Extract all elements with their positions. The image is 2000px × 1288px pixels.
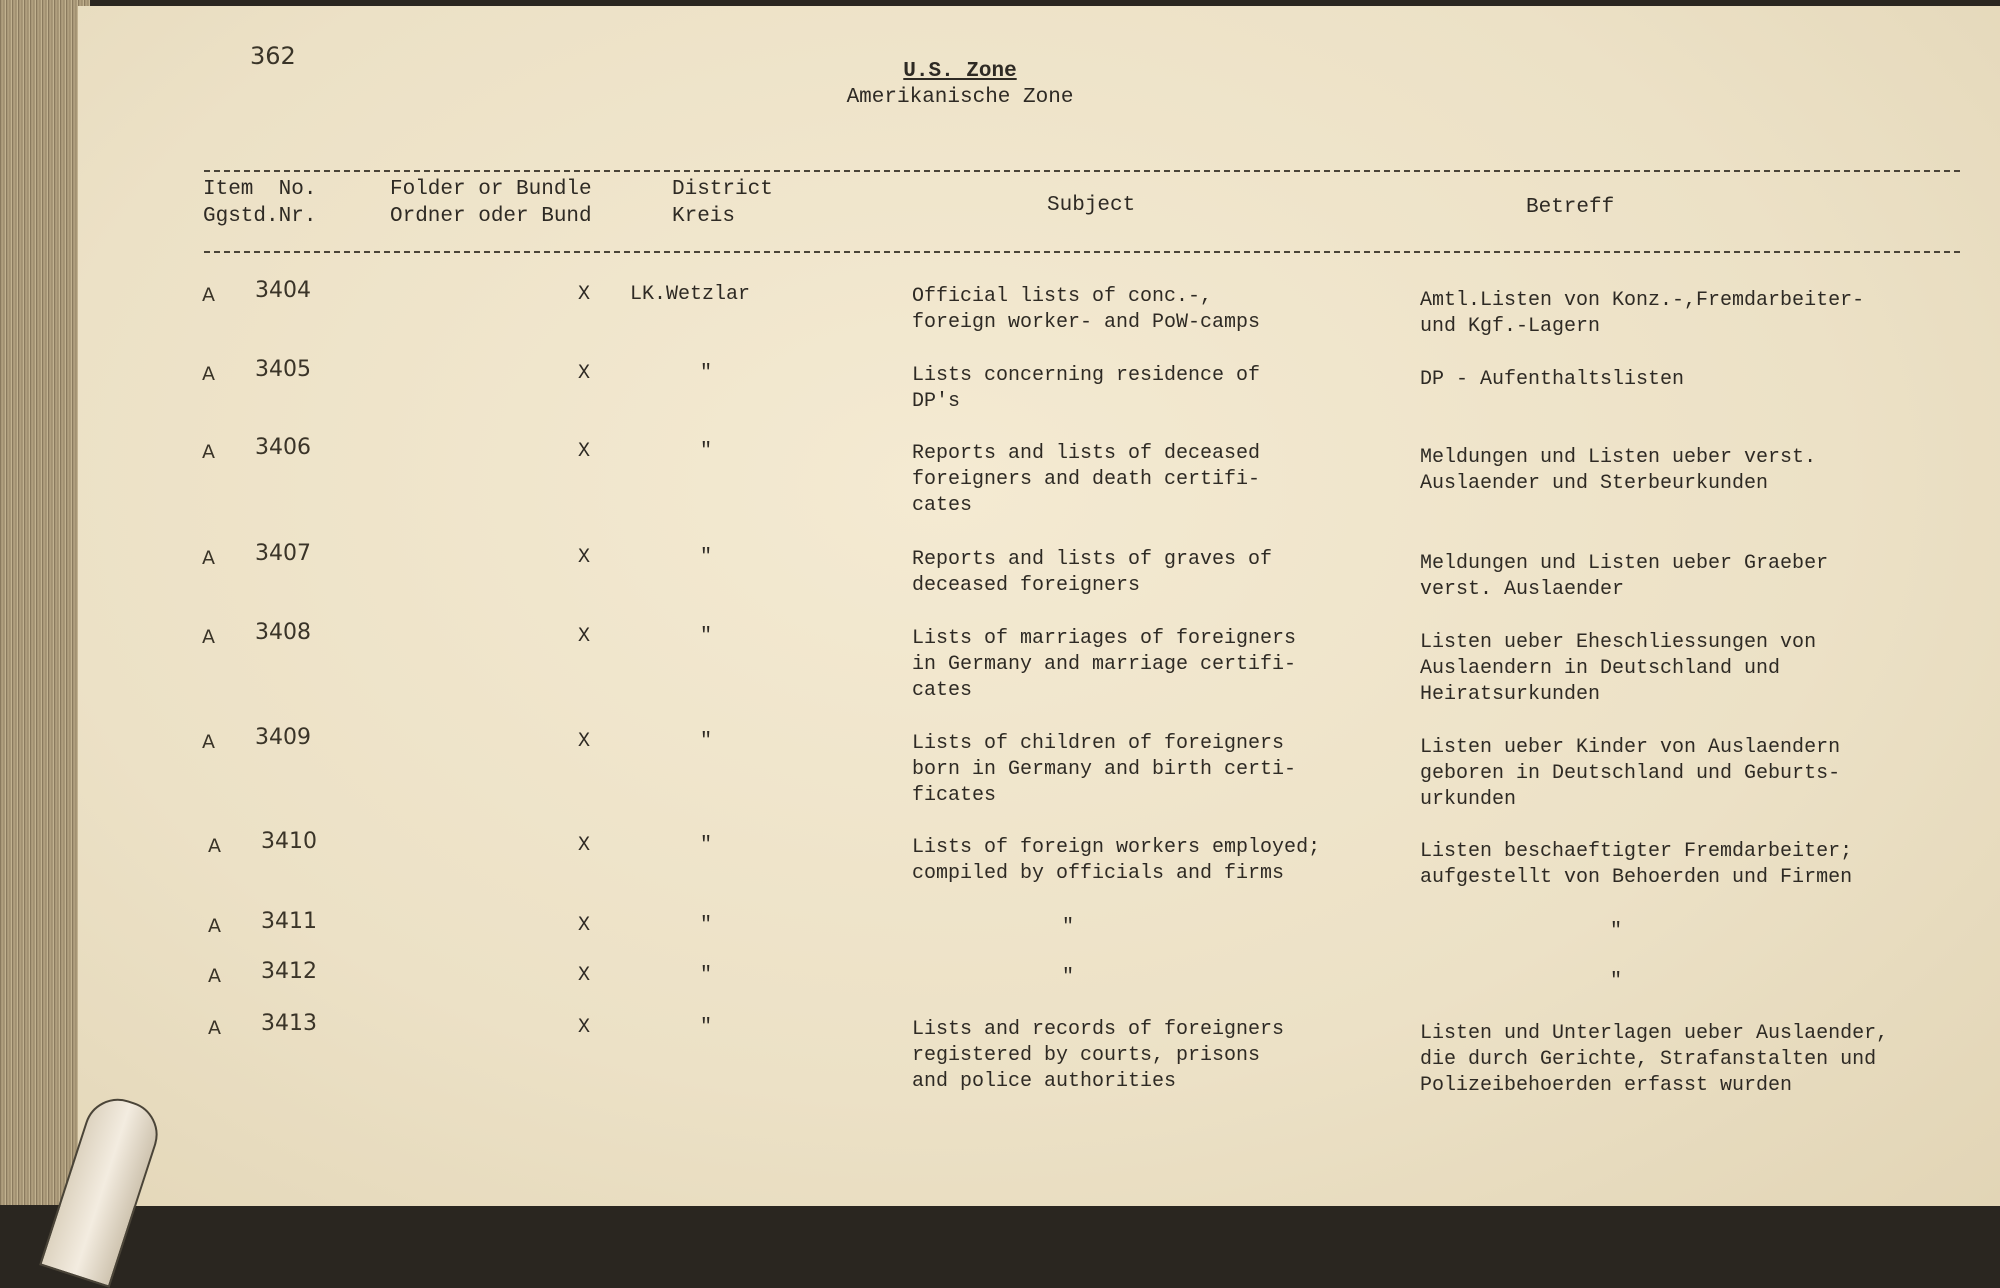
row-betreff: " xyxy=(1610,920,1623,943)
row-item-number: 3404 xyxy=(255,278,311,303)
row-letter: A xyxy=(208,965,221,987)
row-folder-mark: X xyxy=(578,362,591,385)
header-rule-top xyxy=(204,170,1960,172)
row-letter: A xyxy=(202,626,215,648)
row-item-number: 3407 xyxy=(255,541,311,566)
row-letter: A xyxy=(202,547,215,569)
row-betreff: " xyxy=(1610,970,1623,993)
row-letter: A xyxy=(202,363,215,385)
header-rule-bottom xyxy=(204,251,1960,253)
page-subtitle: Amerikanische Zone xyxy=(846,86,1074,109)
header-betreff: Betreff xyxy=(1526,196,1615,219)
row-subject: Reports and lists of graves of deceased foreigners xyxy=(912,548,1273,597)
row-district: LK.Wetzlar xyxy=(630,283,751,306)
row-letter: A xyxy=(202,441,215,463)
row-district: " xyxy=(700,625,713,648)
row-item-number: 3409 xyxy=(255,725,311,750)
page-title: U.S. Zone xyxy=(903,60,1017,83)
row-letter: A xyxy=(208,1017,221,1039)
row-folder-mark: X xyxy=(578,834,591,857)
row-subject: Lists of marriages of foreigners in Germany and marriage certifi- cates xyxy=(912,627,1297,702)
row-subject: Lists and records of foreigners registered by courts, prisons and police authorities xyxy=(912,1018,1285,1093)
row-subject: " xyxy=(1062,916,1075,939)
row-letter: A xyxy=(208,835,221,857)
row-item-number: 3411 xyxy=(261,909,317,934)
row-folder-mark: X xyxy=(578,283,591,306)
row-item-number: 3412 xyxy=(261,959,317,984)
row-district: " xyxy=(700,914,713,937)
row-district: " xyxy=(700,362,713,385)
row-betreff: Listen ueber Kinder von Auslaendern geboren in Deutschland und Geburts- urkunden xyxy=(1420,736,1841,811)
row-item-number: 3406 xyxy=(255,435,311,460)
row-betreff: DP - Aufenthaltslisten xyxy=(1420,368,1685,391)
header-item-de: Ggstd.Nr. xyxy=(203,205,317,228)
row-betreff: Listen und Unterlagen ueber Auslaender, die durch Gerichte, Strafanstalten und Polizeibehoerden erfasst wurden xyxy=(1420,1022,1889,1097)
row-item-number: 3410 xyxy=(261,829,317,854)
header-folder-en: Folder or Bundle xyxy=(390,178,592,201)
row-folder-mark: X xyxy=(578,914,591,937)
row-folder-mark: X xyxy=(578,440,591,463)
row-betreff: Meldungen und Listen ueber Graeber verst. Auslaender xyxy=(1420,552,1829,601)
row-item-number: 3413 xyxy=(261,1011,317,1036)
row-betreff: Amtl.Listen von Konz.-,Fremdarbeiter- und Kgf.-Lagern xyxy=(1420,289,1865,338)
book-page-edges xyxy=(0,0,90,1205)
header-item-en: Item No. xyxy=(203,178,317,201)
row-district: " xyxy=(700,964,713,987)
row-item-number: 3408 xyxy=(255,620,311,645)
row-folder-mark: X xyxy=(578,964,591,987)
row-betreff: Listen ueber Eheschliessungen von Auslaendern in Deutschland und Heiratsurkunden xyxy=(1420,631,1817,706)
row-folder-mark: X xyxy=(578,730,591,753)
row-betreff: Meldungen und Listen ueber verst. Auslaender und Sterbeurkunden xyxy=(1420,446,1817,495)
row-letter: A xyxy=(202,731,215,753)
row-item-number: 3405 xyxy=(255,357,311,382)
row-folder-mark: X xyxy=(578,546,591,569)
row-subject: Lists concerning residence of DP's xyxy=(912,364,1261,413)
row-subject: " xyxy=(1062,966,1075,989)
row-folder-mark: X xyxy=(578,625,591,648)
row-subject: Official lists of conc.-, foreign worker- and PoW-camps xyxy=(912,285,1261,334)
page-number: 362 xyxy=(250,42,296,70)
row-letter: A xyxy=(208,915,221,937)
row-folder-mark: X xyxy=(578,1016,591,1039)
header-folder-de: Ordner oder Bund xyxy=(390,205,592,228)
row-district: " xyxy=(700,1016,713,1039)
row-district: " xyxy=(700,546,713,569)
header-district-de: Kreis xyxy=(672,205,736,228)
header-district-en: District xyxy=(672,178,773,201)
row-district: " xyxy=(700,440,713,463)
row-subject: Reports and lists of deceased foreigners and death certifi- cates xyxy=(912,442,1261,517)
row-district: " xyxy=(700,834,713,857)
row-subject: Lists of children of foreigners born in Germany and birth certi- ficates xyxy=(912,732,1297,807)
row-betreff: Listen beschaeftigter Fremdarbeiter; aufgestellt von Behoerden und Firmen xyxy=(1420,840,1853,889)
row-subject: Lists of foreign workers employed; compiled by officials and firms xyxy=(912,836,1321,885)
header-subject: Subject xyxy=(1047,194,1136,217)
row-letter: A xyxy=(202,284,215,306)
row-district: " xyxy=(700,730,713,753)
